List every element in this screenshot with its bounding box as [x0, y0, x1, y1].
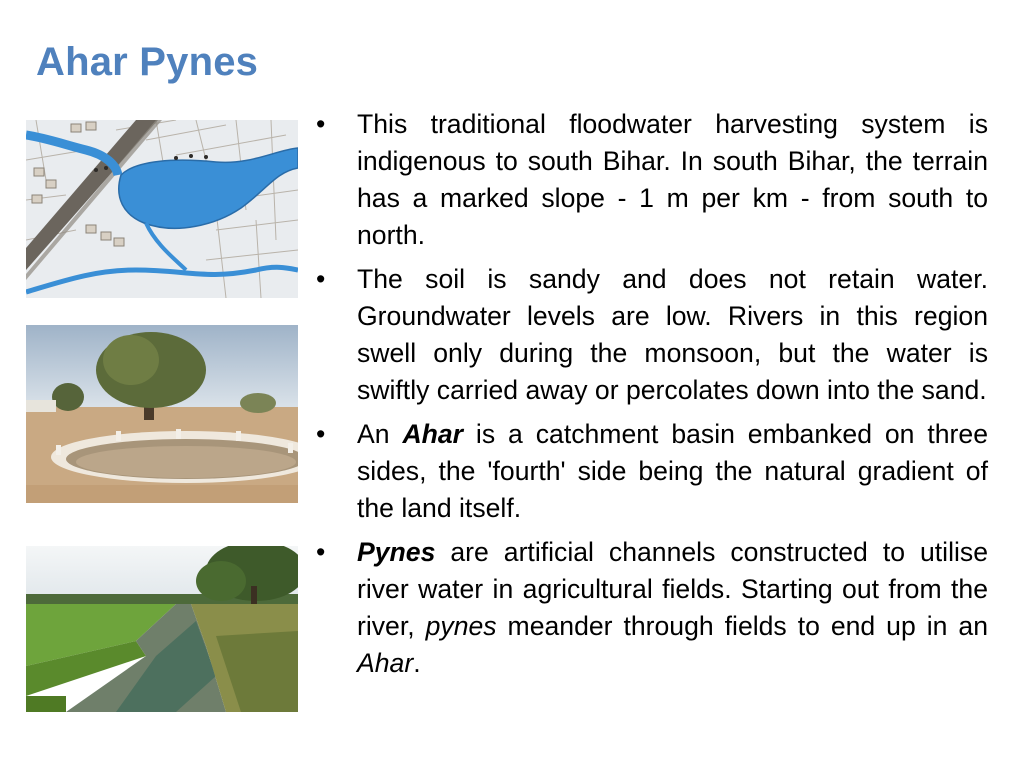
bullet-text: The soil is sandy and does not retain water. Groundwater levels are low. Rivers in this region swell only during the monsoon, but the water is swiftly carried away or percolates down into the sand.: [357, 264, 988, 405]
bullet-text-part: are artificial channels constructed to utilise river water in agricultural fields. Starting out from the river,: [357, 537, 988, 641]
bullet-list: [312, 106, 988, 689]
pyne-canal-photo: [26, 546, 298, 712]
term-pynes: Pynes: [357, 537, 436, 567]
bullet-marker: •: [316, 419, 326, 449]
bullet-text-rest: is a catchment basin embanked on three sides, the 'fourth' side being the natural gradient of the land itself.: [357, 419, 988, 523]
term-pynes-inline: pynes: [425, 611, 497, 641]
bullet-item-4: [312, 534, 988, 682]
bullet-item-2: [312, 261, 988, 409]
bullet-marker: •: [316, 109, 326, 139]
ahar-tank-photo: [26, 325, 298, 503]
bullet-text-prefix: An: [357, 419, 403, 449]
bullet-item-1: [312, 106, 988, 254]
term-ahar-inline: Ahar: [357, 648, 414, 678]
bullet-marker: •: [316, 264, 326, 294]
term-ahar: Ahar: [402, 419, 464, 449]
bullet-marker: •: [316, 537, 326, 567]
slide-title: Ahar Pynes: [36, 40, 259, 84]
bullet-text-part: meander through fields to end up in an: [496, 611, 988, 641]
bullet-item-3: [312, 416, 988, 527]
bullet-text: This traditional floodwater harvesting system is indigenous to south Bihar. In south Bihar, the terrain has a marked slope - 1 m per km - from south to north.: [357, 109, 988, 250]
ahar-map-illustration: [26, 120, 298, 298]
bullet-text-end: .: [413, 648, 421, 678]
